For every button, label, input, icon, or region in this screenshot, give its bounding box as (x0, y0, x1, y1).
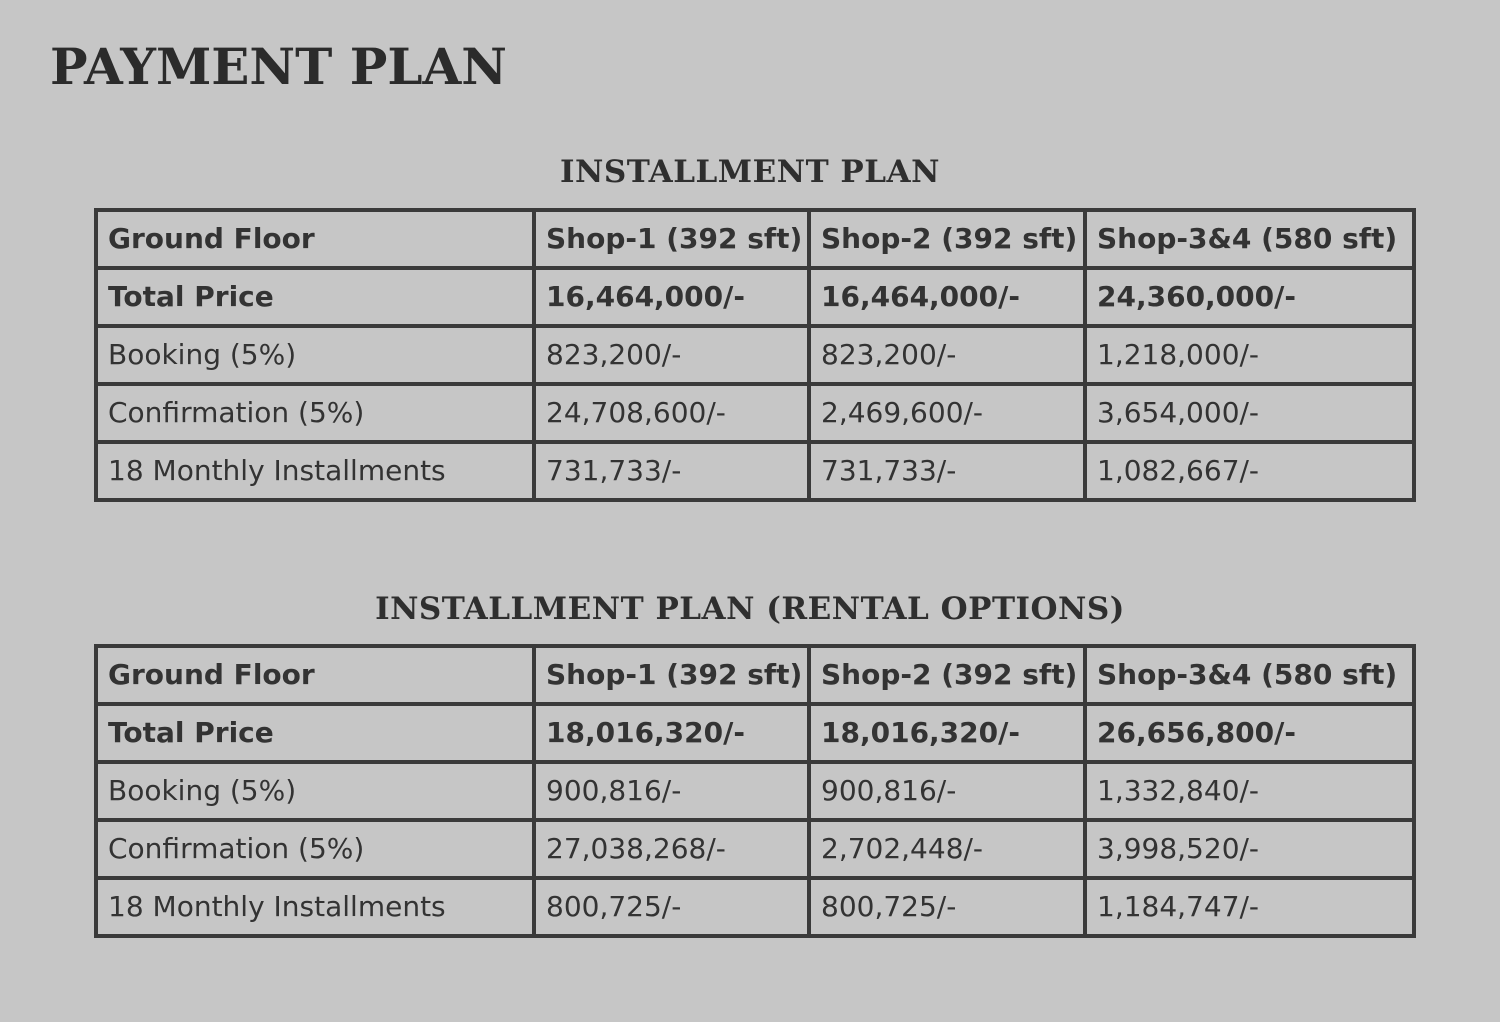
table-row (96, 268, 1414, 326)
rental-options-title: INSTALLMENT PLAN (RENTAL OPTIONS) (375, 591, 1125, 627)
header-cell: Shop-3&4 (580 sft) (1085, 646, 1414, 704)
table-row (96, 384, 1414, 442)
table-cell: 800,725/- (534, 878, 809, 936)
table-cell: 1,184,747/- (1085, 878, 1414, 936)
table-cell: 16,464,000/- (809, 268, 1085, 326)
table-cell: 823,200/- (809, 326, 1085, 384)
table-cell: 24,708,600/- (534, 384, 809, 442)
header-cell: Shop-2 (392 sft) (809, 210, 1085, 268)
table-row (96, 326, 1414, 384)
table-cell: 900,816/- (534, 762, 809, 820)
table-cell: 1,082,667/- (1085, 442, 1414, 500)
row-label: Booking (5%) (96, 326, 534, 384)
table-cell: 16,464,000/- (534, 268, 809, 326)
table-header-row (96, 646, 1414, 704)
table-row (96, 704, 1414, 762)
table-row (96, 878, 1414, 936)
rental-options-table (94, 644, 1416, 938)
page-title: PAYMENT PLAN (50, 37, 507, 96)
table-cell: 731,733/- (534, 442, 809, 500)
row-label: Confirmation (5%) (96, 384, 534, 442)
installment-plan-table (94, 208, 1416, 502)
header-cell: Ground Floor (96, 646, 534, 704)
table-cell: 1,332,840/- (1085, 762, 1414, 820)
header-cell: Ground Floor (96, 210, 534, 268)
header-cell: Shop-2 (392 sft) (809, 646, 1085, 704)
row-label: Confirmation (5%) (96, 820, 534, 878)
header-cell: Shop-1 (392 sft) (534, 646, 809, 704)
table-row (96, 820, 1414, 878)
table-cell: 26,656,800/- (1085, 704, 1414, 762)
installment-plan-title: INSTALLMENT PLAN (560, 154, 940, 190)
table-cell: 800,725/- (809, 878, 1085, 936)
table-cell: 2,469,600/- (809, 384, 1085, 442)
row-label: 18 Monthly Installments (96, 878, 534, 936)
table-cell: 2,702,448/- (809, 820, 1085, 878)
table-cell: 24,360,000/- (1085, 268, 1414, 326)
header-cell: Shop-3&4 (580 sft) (1085, 210, 1414, 268)
table-header-row (96, 210, 1414, 268)
table-cell: 823,200/- (534, 326, 809, 384)
table-row (96, 762, 1414, 820)
table-cell: 1,218,000/- (1085, 326, 1414, 384)
row-label: Total Price (96, 704, 534, 762)
table-cell: 900,816/- (809, 762, 1085, 820)
row-label: 18 Monthly Installments (96, 442, 534, 500)
table-cell: 27,038,268/- (534, 820, 809, 878)
table-cell: 18,016,320/- (809, 704, 1085, 762)
table-cell: 731,733/- (809, 442, 1085, 500)
table-cell: 18,016,320/- (534, 704, 809, 762)
table-cell: 3,998,520/- (1085, 820, 1414, 878)
row-label: Total Price (96, 268, 534, 326)
table-cell: 3,654,000/- (1085, 384, 1414, 442)
table-row (96, 442, 1414, 500)
header-cell: Shop-1 (392 sft) (534, 210, 809, 268)
row-label: Booking (5%) (96, 762, 534, 820)
